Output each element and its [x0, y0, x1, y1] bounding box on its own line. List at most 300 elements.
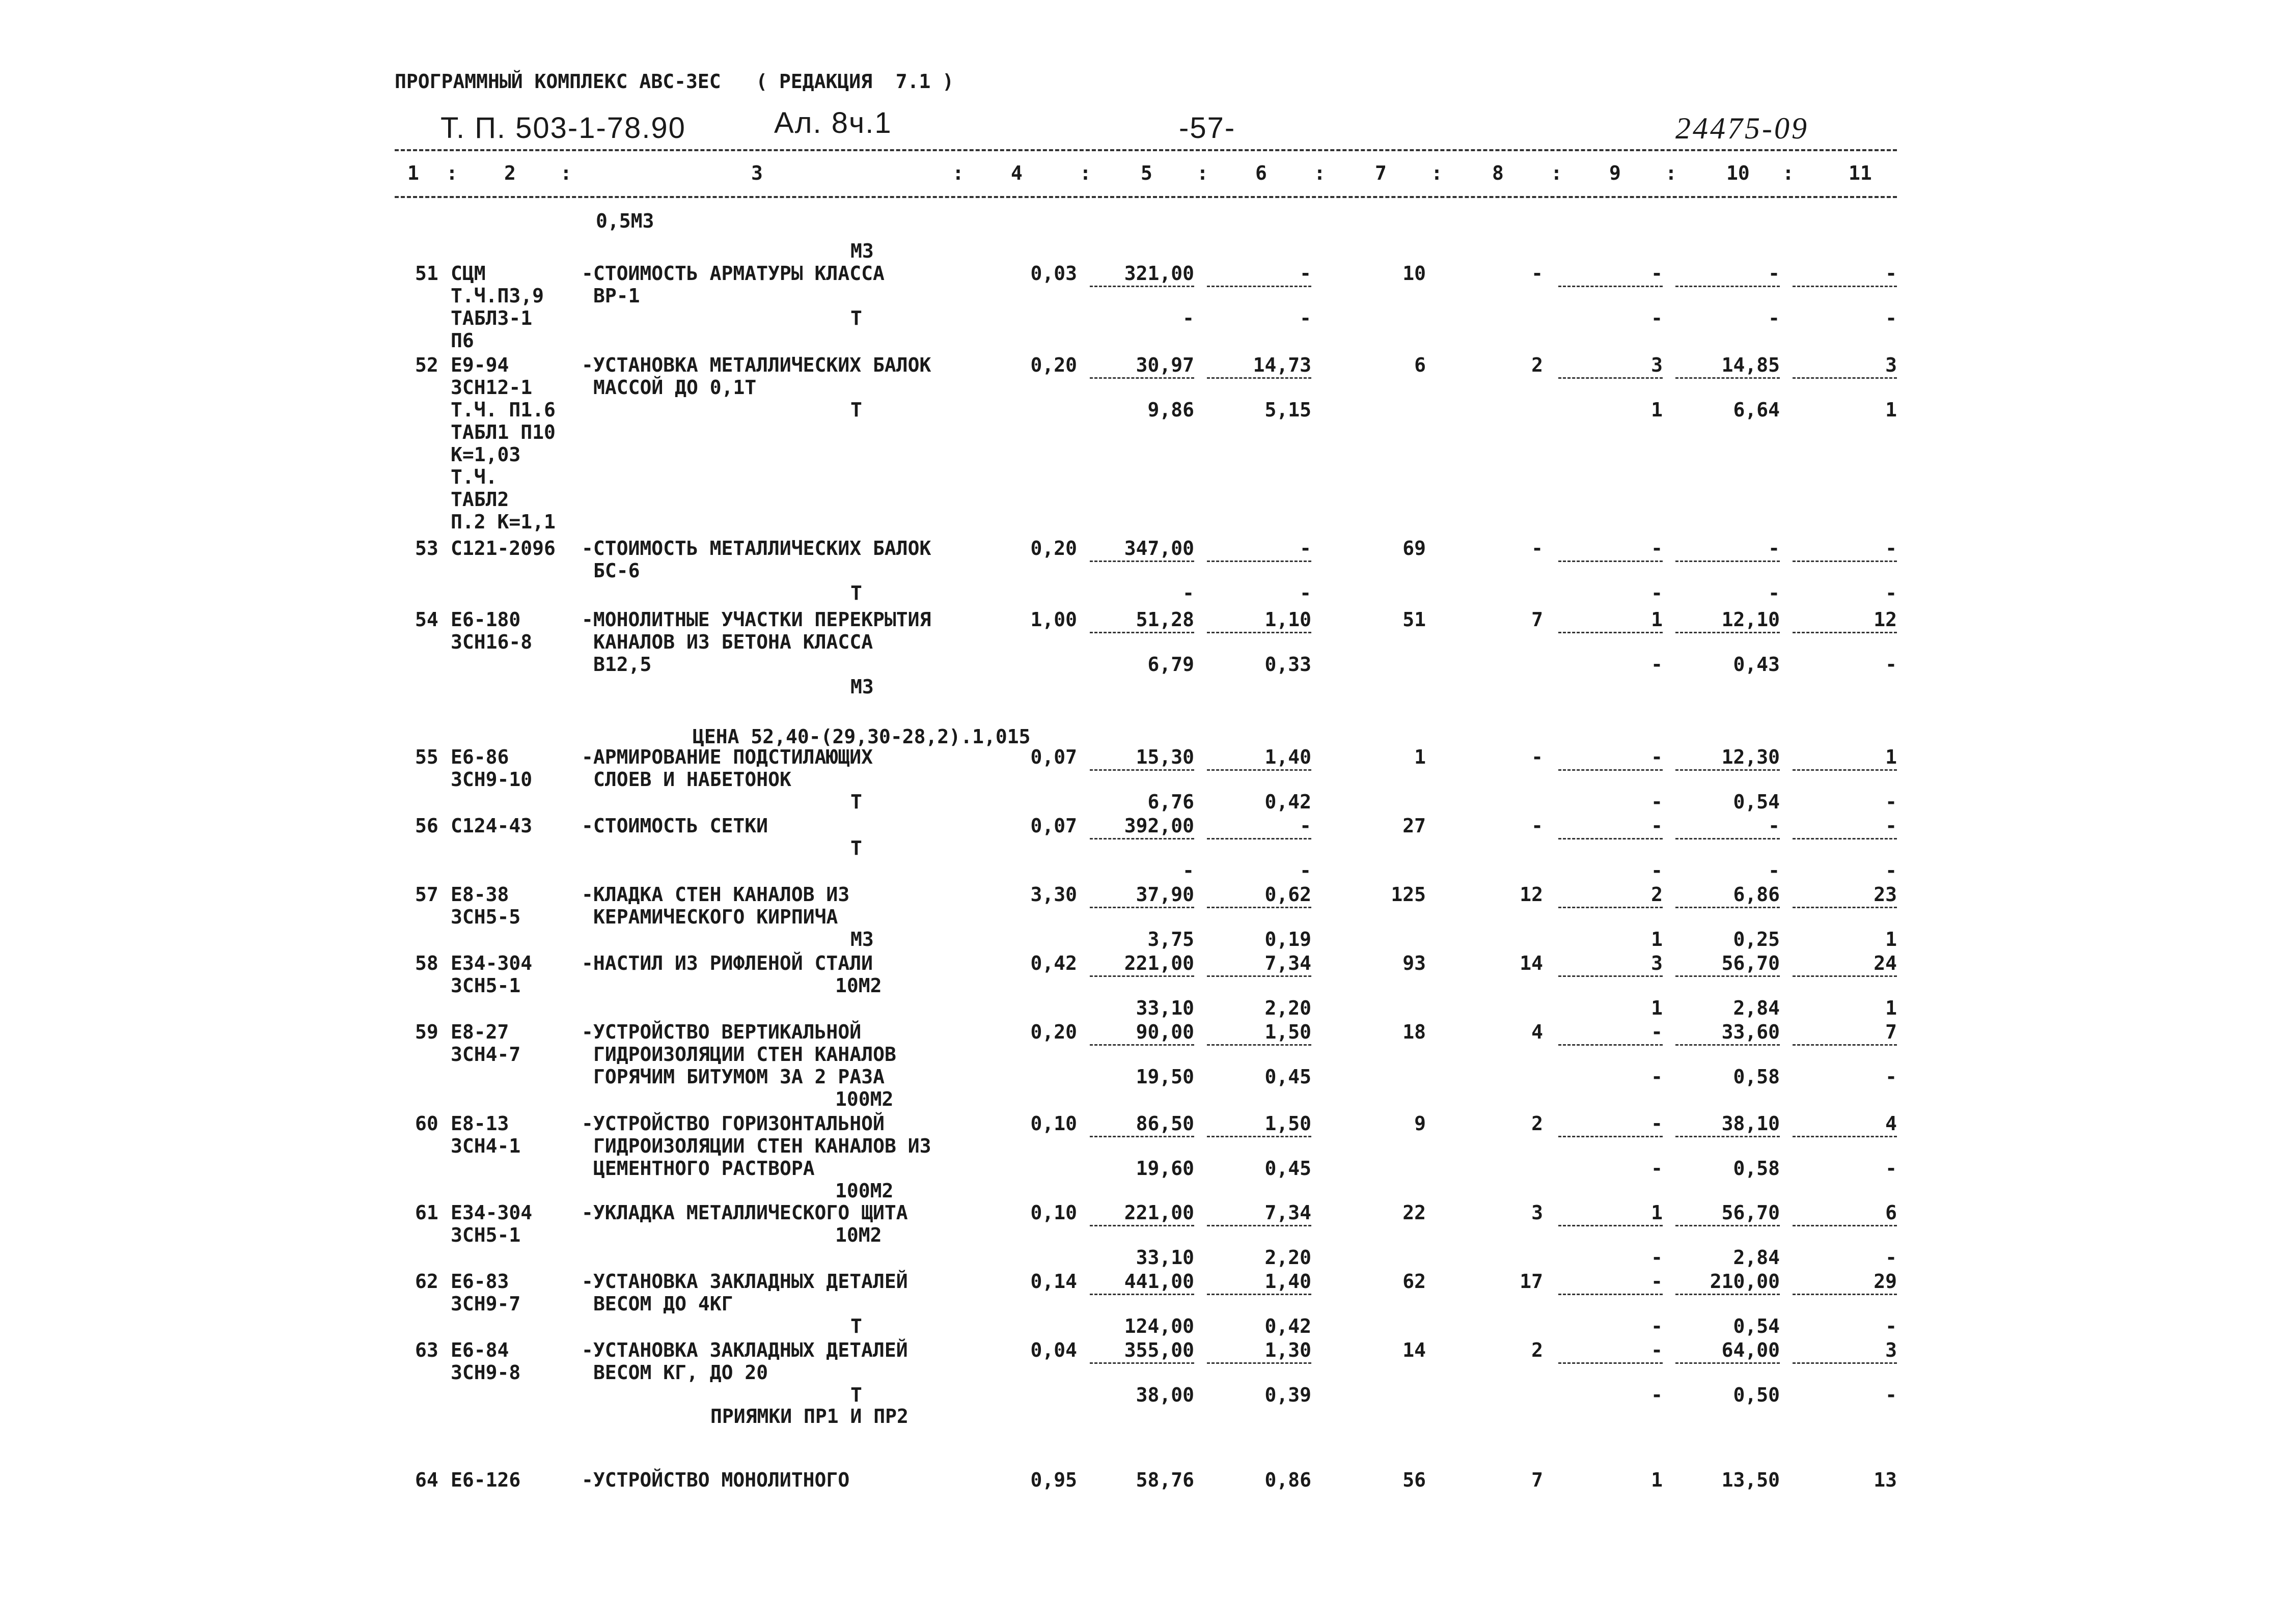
- album-number: Ал. 8ч.1: [774, 106, 892, 139]
- cell-c7: 62: [1402, 1270, 1426, 1293]
- subtotal-c9: -: [1651, 307, 1663, 329]
- subtotal-c6: 2,20: [1264, 997, 1311, 1019]
- norm-code: ЗСН12-1: [451, 376, 533, 399]
- subtotal-divider: [1090, 1362, 1194, 1364]
- subtotal-divider: [1207, 1136, 1311, 1137]
- subtotal-c11: -: [1885, 653, 1897, 676]
- norm-code: ЗСН16-8: [451, 631, 533, 653]
- column-separator: :: [1197, 162, 1208, 184]
- cell-c10: 14,85: [1721, 354, 1780, 376]
- subtotal-c5: 38,00: [1136, 1384, 1194, 1406]
- work-description: ГИДРОИЗОЛЯЦИИ СТЕН КАНАЛОВ: [593, 1043, 896, 1066]
- subtotal-c10: 6,64: [1733, 399, 1780, 421]
- cell-c5: 58,76: [1136, 1469, 1194, 1491]
- norm-code: ТАБЛ3-1: [451, 307, 533, 329]
- subtotal-c6: 5,15: [1264, 399, 1311, 421]
- cell-c7: 22: [1402, 1201, 1426, 1224]
- subtotal-divider: [1558, 907, 1663, 908]
- cell-c10: 210,00: [1710, 1270, 1780, 1293]
- subtotal-divider: [1793, 907, 1897, 908]
- cell-c11: 6: [1885, 1201, 1897, 1224]
- subtotal-divider: [1675, 1136, 1780, 1137]
- norm-code: ЗСН9-8: [451, 1361, 521, 1384]
- work-description: -МОНОЛИТНЫЕ УЧАСТКИ ПЕРЕКРЫТИЯ: [582, 608, 931, 631]
- cell-c11: 1: [1885, 746, 1897, 768]
- norm-code: ЗСН9-10: [451, 768, 533, 791]
- work-description: -УСТРОЙСТВО МОНОЛИТНОГО: [582, 1469, 850, 1491]
- subtotal-divider: [1675, 907, 1780, 908]
- subtotal-divider: [1793, 561, 1897, 562]
- subtotal-divider: [1558, 1362, 1663, 1364]
- cell-c4: 0,14: [1030, 1270, 1077, 1293]
- cell-c8: 2: [1531, 354, 1543, 376]
- cell-c9: -: [1651, 1270, 1663, 1293]
- cell-c10: 38,10: [1721, 1112, 1780, 1135]
- column-separator: :: [1665, 162, 1677, 184]
- cell-c4: 0,20: [1030, 1021, 1077, 1043]
- price-note: ЦЕНА 52,40-(29,30-28,2).1,015: [693, 725, 1031, 748]
- unit-label: Т: [850, 399, 862, 421]
- cell-c8: -: [1531, 746, 1543, 768]
- cell-c6: -: [1300, 262, 1311, 285]
- cell-c9: -: [1651, 537, 1663, 559]
- cell-c8: 12: [1520, 883, 1543, 906]
- row-number: 56: [415, 815, 438, 837]
- cell-c8: 7: [1531, 608, 1543, 631]
- norm-code: Т.Ч.П3,9: [451, 285, 544, 307]
- norm-code: ЗСН9-7: [451, 1293, 521, 1315]
- cell-c4: 0,20: [1030, 537, 1077, 559]
- unit-label: 10М2: [835, 1224, 882, 1246]
- cell-c5: 90,00: [1136, 1021, 1194, 1043]
- row-number: 61: [415, 1201, 438, 1224]
- subtotal-c9: -: [1651, 1157, 1663, 1180]
- column-separator: :: [1551, 162, 1562, 184]
- subtotal-c5: 6,76: [1147, 791, 1194, 813]
- subtotal-c5: 19,50: [1136, 1066, 1194, 1088]
- cell-c9: -: [1651, 1112, 1663, 1135]
- work-description: -УСТАНОВКА ЗАКЛАДНЫХ ДЕТАЛЕЙ: [582, 1339, 908, 1361]
- norm-code: Е6-84: [451, 1339, 509, 1361]
- cell-c5: 321,00: [1124, 262, 1194, 285]
- work-description: -НАСТИЛ ИЗ РИФЛЕНОЙ СТАЛИ: [582, 952, 873, 974]
- work-description: МАССОЙ ДО 0,1Т: [593, 376, 757, 399]
- cell-c10: 56,70: [1721, 952, 1780, 974]
- subtotal-divider: [1558, 1136, 1663, 1137]
- cell-c8: 7: [1531, 1469, 1543, 1491]
- work-description: -СТОИМОСТЬ СЕТКИ: [582, 815, 768, 837]
- subtotal-divider: [1090, 769, 1194, 771]
- cell-c4: 0,10: [1030, 1112, 1077, 1135]
- subtotal-divider: [1558, 286, 1663, 287]
- cell-c4: 0,10: [1030, 1201, 1077, 1224]
- subtotal-divider: [1558, 377, 1663, 379]
- unit-label: 100М2: [835, 1180, 894, 1202]
- cell-c4: 3,30: [1030, 883, 1077, 906]
- cell-c9: -: [1651, 815, 1663, 837]
- subtotal-c5: 19,60: [1136, 1157, 1194, 1180]
- row-number: 54: [415, 608, 438, 631]
- cell-c4: 0,20: [1030, 354, 1077, 376]
- subtotal-c9: -: [1651, 1246, 1663, 1269]
- subtotal-c10: 0,25: [1733, 928, 1780, 950]
- cell-c9: 1: [1651, 608, 1663, 631]
- subtotal-c5: 33,10: [1136, 1246, 1194, 1269]
- cell-c6: 1,50: [1264, 1112, 1311, 1135]
- norm-code: ЗСН5-5: [451, 906, 521, 928]
- cell-c5: 15,30: [1136, 746, 1194, 768]
- subtotal-divider: [1090, 1136, 1194, 1137]
- cell-c8: -: [1531, 815, 1543, 837]
- cell-c10: -: [1768, 262, 1780, 285]
- work-description: ГИДРОИЗОЛЯЦИИ СТЕН КАНАЛОВ ИЗ: [593, 1135, 931, 1157]
- subtotal-divider: [1090, 907, 1194, 908]
- norm-code: Е8-27: [451, 1021, 509, 1043]
- cell-c11: 3: [1885, 354, 1897, 376]
- row-number: 57: [415, 883, 438, 906]
- subtotal-c6: 0,19: [1264, 928, 1311, 950]
- subtotal-c6: 0,33: [1264, 653, 1311, 676]
- work-description: БС-6: [593, 559, 640, 582]
- cell-c11: -: [1885, 537, 1897, 559]
- subtotal-divider: [1207, 975, 1311, 977]
- cell-c10: -: [1768, 537, 1780, 559]
- cell-c10: 64,00: [1721, 1339, 1780, 1361]
- subtotal-c6: -: [1300, 307, 1311, 329]
- subtotal-divider: [1675, 838, 1780, 839]
- column-header: 9: [1609, 162, 1621, 184]
- column-header: 4: [1011, 162, 1023, 184]
- cell-c5: 30,97: [1136, 354, 1194, 376]
- subtotal-divider: [1675, 1044, 1780, 1046]
- cell-c5: 355,00: [1124, 1339, 1194, 1361]
- subtotal-c10: 0,54: [1733, 1315, 1780, 1337]
- work-description: КЕРАМИЧЕСКОГО КИРПИЧА: [593, 906, 838, 928]
- norm-code: Е6-86: [451, 746, 509, 768]
- row-number: 55: [415, 746, 438, 768]
- unit-label: Т: [850, 582, 862, 604]
- subtotal-divider: [1558, 1225, 1663, 1226]
- subtotal-c6: 0,39: [1264, 1384, 1311, 1406]
- subtotal-divider: [1090, 838, 1194, 839]
- cell-c6: 1,40: [1264, 1270, 1311, 1293]
- cell-c11: 24: [1874, 952, 1897, 974]
- cell-c7: 56: [1402, 1469, 1426, 1491]
- subtotal-c5: -: [1182, 582, 1194, 604]
- subtotal-divider: [1207, 907, 1311, 908]
- subtotal-divider: [1207, 377, 1311, 379]
- subtotal-c5: 33,10: [1136, 997, 1194, 1019]
- cell-c6: -: [1300, 815, 1311, 837]
- work-description: КАНАЛОВ ИЗ БЕТОНА КЛАССА: [593, 631, 873, 653]
- cell-c11: 3: [1885, 1339, 1897, 1361]
- work-description: -УСТРОЙСТВО ВЕРТИКАЛЬНОЙ: [582, 1021, 862, 1043]
- subtotal-c9: -: [1651, 859, 1663, 882]
- norm-code: Е6-126: [451, 1469, 521, 1491]
- subtotal-c10: 0,43: [1733, 653, 1780, 676]
- work-description: -УСТАНОВКА ЗАКЛАДНЫХ ДЕТАЛЕЙ: [582, 1270, 908, 1293]
- cell-c5: 392,00: [1124, 815, 1194, 837]
- work-description: ВЕСОМ КГ, ДО 20: [593, 1361, 768, 1384]
- subtotal-c9: -: [1651, 1315, 1663, 1337]
- subtotal-c11: -: [1885, 1315, 1897, 1337]
- subtotal-c10: -: [1768, 859, 1780, 882]
- row-number: 64: [415, 1469, 438, 1491]
- norm-code: С124-43: [451, 815, 533, 837]
- norm-code: ЗСН5-1: [451, 1224, 521, 1246]
- subtotal-divider: [1207, 769, 1311, 771]
- norm-code: Е6-180: [451, 608, 521, 631]
- cell-c5: 221,00: [1124, 1201, 1194, 1224]
- subtotal-divider: [1675, 1294, 1780, 1295]
- subtotal-c11: -: [1885, 582, 1897, 604]
- subtotal-divider: [1675, 975, 1780, 977]
- column-header: 8: [1492, 162, 1504, 184]
- document-number: 24475-09: [1675, 111, 1809, 145]
- norm-code: Е6-83: [451, 1270, 509, 1293]
- cell-c7: 6: [1414, 354, 1426, 376]
- subtotal-divider: [1793, 975, 1897, 977]
- norm-code: ЗСН5-1: [451, 974, 521, 997]
- subtotal-divider: [1675, 1362, 1780, 1364]
- subtotal-divider: [1090, 377, 1194, 379]
- unit-label: Т: [850, 837, 862, 859]
- subtotal-divider: [1558, 1294, 1663, 1295]
- column-separator: :: [446, 162, 458, 184]
- subtotal-c11: 1: [1885, 928, 1897, 950]
- work-description: ВР-1: [593, 285, 640, 307]
- column-header: 10: [1726, 162, 1750, 184]
- cell-c9: -: [1651, 262, 1663, 285]
- row-number: 58: [415, 952, 438, 974]
- cell-c7: 51: [1402, 608, 1426, 631]
- subtotal-divider: [1090, 561, 1194, 562]
- norm-code: СЦМ: [451, 262, 486, 285]
- subtotal-c5: 3,75: [1147, 928, 1194, 950]
- subtotal-divider: [1793, 632, 1897, 633]
- subtotal-c5: 6,79: [1147, 653, 1194, 676]
- cell-c8: -: [1531, 262, 1543, 285]
- row-number: 63: [415, 1339, 438, 1361]
- cell-c11: 7: [1885, 1021, 1897, 1043]
- norm-code: ЗСН4-7: [451, 1043, 521, 1066]
- cell-c11: 4: [1885, 1112, 1897, 1135]
- header-rule-bottom: [395, 196, 1897, 198]
- norm-code: ТАБЛ2: [451, 488, 509, 511]
- subtotal-c11: 1: [1885, 399, 1897, 421]
- norm-code: П.2 К=1,1: [451, 511, 556, 533]
- subtotal-c11: -: [1885, 1066, 1897, 1088]
- norm-code: К=1,03: [451, 443, 521, 466]
- row-number: 53: [415, 537, 438, 559]
- cell-c7: 27: [1402, 815, 1426, 837]
- row-number: 60: [415, 1112, 438, 1135]
- subtotal-divider: [1090, 975, 1194, 977]
- cell-c8: 17: [1520, 1270, 1543, 1293]
- column-separator: :: [560, 162, 572, 184]
- project-code: Т. П. 503-1-78.90: [440, 111, 686, 145]
- subtotal-c9: -: [1651, 582, 1663, 604]
- work-description: ВЕСОМ ДО 4КГ: [593, 1293, 733, 1315]
- subtotal-c6: -: [1300, 582, 1311, 604]
- header-rule-top: [395, 149, 1897, 151]
- cell-c8: 2: [1531, 1339, 1543, 1361]
- cell-c4: 0,42: [1030, 952, 1077, 974]
- cell-c6: 1,50: [1264, 1021, 1311, 1043]
- subtotal-divider: [1675, 1225, 1780, 1226]
- unit-label: Т: [850, 791, 862, 813]
- subtotal-divider: [1207, 286, 1311, 287]
- column-separator: :: [1314, 162, 1326, 184]
- subtotal-c11: -: [1885, 791, 1897, 813]
- column-header: 2: [504, 162, 516, 184]
- cell-c6: 0,62: [1264, 883, 1311, 906]
- cell-c9: 1: [1651, 1201, 1663, 1224]
- cell-c7: 9: [1414, 1112, 1426, 1135]
- subtotal-c6: 0,45: [1264, 1066, 1311, 1088]
- unit-label: Т: [850, 307, 862, 329]
- subtotal-divider: [1558, 561, 1663, 562]
- cell-c6: 7,34: [1264, 952, 1311, 974]
- subtotal-c9: 1: [1651, 399, 1663, 421]
- cell-c10: 33,60: [1721, 1021, 1780, 1043]
- norm-code: Е9-94: [451, 354, 509, 376]
- subtotal-divider: [1793, 1136, 1897, 1137]
- cell-c11: -: [1885, 262, 1897, 285]
- cell-c10: 12,30: [1721, 746, 1780, 768]
- subtotal-divider: [1793, 769, 1897, 771]
- cell-c7: 10: [1402, 262, 1426, 285]
- cell-c9: -: [1651, 1339, 1663, 1361]
- unit-label: М3: [850, 676, 874, 698]
- section-title: ПРИЯМКИ ПР1 И ПР2: [710, 1405, 908, 1427]
- subtotal-divider: [1793, 377, 1897, 379]
- cell-c10: 12,10: [1721, 608, 1780, 631]
- column-header: 5: [1141, 162, 1152, 184]
- cell-c5: 441,00: [1124, 1270, 1194, 1293]
- cell-c4: 1,00: [1030, 608, 1077, 631]
- subtotal-c11: -: [1885, 1157, 1897, 1180]
- norm-code: Е34-304: [451, 952, 533, 974]
- work-description: -АРМИРОВАНИЕ ПОДСТИЛАЮЩИХ: [582, 746, 873, 768]
- cell-c11: 12: [1874, 608, 1897, 631]
- subtotal-c6: 0,45: [1264, 1157, 1311, 1180]
- subtotal-divider: [1207, 1225, 1311, 1226]
- subtotal-c9: 1: [1651, 928, 1663, 950]
- work-description: СЛОЕВ И НАБЕТОНОК: [593, 768, 791, 791]
- row-number: 62: [415, 1270, 438, 1293]
- column-separator: :: [1080, 162, 1091, 184]
- subtotal-c5: -: [1182, 307, 1194, 329]
- program-title: ПРОГРАММНЫЙ КОМПЛЕКС АВС-3ЕС ( РЕДАКЦИЯ 7.1 ): [395, 70, 954, 93]
- subtotal-c9: -: [1651, 791, 1663, 813]
- cell-c8: -: [1531, 537, 1543, 559]
- norm-code: ЗСН4-1: [451, 1135, 521, 1157]
- cell-c7: 1: [1414, 746, 1426, 768]
- cell-c9: 2: [1651, 883, 1663, 906]
- subtotal-divider: [1558, 838, 1663, 839]
- subtotal-c9: -: [1651, 1384, 1663, 1406]
- subtotal-divider: [1558, 1044, 1663, 1046]
- subtotal-c10: 0,58: [1733, 1066, 1780, 1088]
- subtotal-divider: [1090, 1225, 1194, 1226]
- cell-c11: 23: [1874, 883, 1897, 906]
- cell-c7: 125: [1391, 883, 1426, 906]
- subtotal-c5: -: [1182, 859, 1194, 882]
- work-description: -УСТАНОВКА МЕТАЛЛИЧЕСКИХ БАЛОК: [582, 354, 931, 376]
- cell-c11: 13: [1874, 1469, 1897, 1491]
- cell-c6: 14,73: [1253, 354, 1311, 376]
- subtotal-divider: [1558, 769, 1663, 771]
- subtotal-divider: [1207, 838, 1311, 839]
- column-separator: :: [1431, 162, 1443, 184]
- subtotal-divider: [1090, 632, 1194, 633]
- work-description: ЦЕМЕНТНОГО РАСТВОРА: [593, 1157, 815, 1180]
- subtotal-divider: [1090, 1294, 1194, 1295]
- subtotal-c10: 0,58: [1733, 1157, 1780, 1180]
- subtotal-divider: [1793, 286, 1897, 287]
- row-number: 52: [415, 354, 438, 376]
- work-description: ГОРЯЧИМ БИТУМОМ ЗА 2 РАЗА: [593, 1066, 885, 1088]
- cell-c7: 69: [1402, 537, 1426, 559]
- subtotal-c9: -: [1651, 653, 1663, 676]
- cell-c6: 7,34: [1264, 1201, 1311, 1224]
- subtotal-c9: -: [1651, 1066, 1663, 1088]
- subtotal-c6: 2,20: [1264, 1246, 1311, 1269]
- cell-c4: 0,07: [1030, 746, 1077, 768]
- work-description: -КЛАДКА СТЕН КАНАЛОВ ИЗ: [582, 883, 850, 906]
- cell-c10: 6,86: [1733, 883, 1780, 906]
- cell-c8: 3: [1531, 1201, 1543, 1224]
- subtotal-divider: [1207, 1362, 1311, 1364]
- cell-c9: 1: [1651, 1469, 1663, 1491]
- cell-c5: 51,28: [1136, 608, 1194, 631]
- subtotal-divider: [1090, 286, 1194, 287]
- subtotal-divider: [1675, 769, 1780, 771]
- subtotal-c10: 0,50: [1733, 1384, 1780, 1406]
- subtotal-divider: [1558, 975, 1663, 977]
- unit-label: М3: [850, 240, 874, 262]
- subtotal-c10: 2,84: [1733, 997, 1780, 1019]
- subtotal-c10: 2,84: [1733, 1246, 1780, 1269]
- subtotal-c5: 124,00: [1124, 1315, 1194, 1337]
- cell-c4: 0,07: [1030, 815, 1077, 837]
- cell-c5: 221,00: [1124, 952, 1194, 974]
- subtotal-divider: [1675, 377, 1780, 379]
- subtotal-divider: [1207, 1044, 1311, 1046]
- subtotal-divider: [1090, 1044, 1194, 1046]
- subtotal-divider: [1675, 561, 1780, 562]
- subtotal-c10: -: [1768, 307, 1780, 329]
- cell-c7: 14: [1402, 1339, 1426, 1361]
- subtotal-c11: -: [1885, 1384, 1897, 1406]
- subtotal-divider: [1558, 632, 1663, 633]
- unit-label: 100М2: [835, 1088, 894, 1110]
- subtotal-divider: [1207, 632, 1311, 633]
- cell-c6: -: [1300, 537, 1311, 559]
- cell-c8: 2: [1531, 1112, 1543, 1135]
- cell-c9: -: [1651, 1021, 1663, 1043]
- cell-c4: 0,04: [1030, 1339, 1077, 1361]
- cell-c10: -: [1768, 815, 1780, 837]
- subtotal-c10: -: [1768, 582, 1780, 604]
- cell-c7: 93: [1402, 952, 1426, 974]
- subtotal-divider: [1675, 632, 1780, 633]
- cell-c9: -: [1651, 746, 1663, 768]
- norm-code: С121-2096: [451, 537, 556, 559]
- cell-c4: 0,95: [1030, 1469, 1077, 1491]
- subtotal-divider: [1793, 1362, 1897, 1364]
